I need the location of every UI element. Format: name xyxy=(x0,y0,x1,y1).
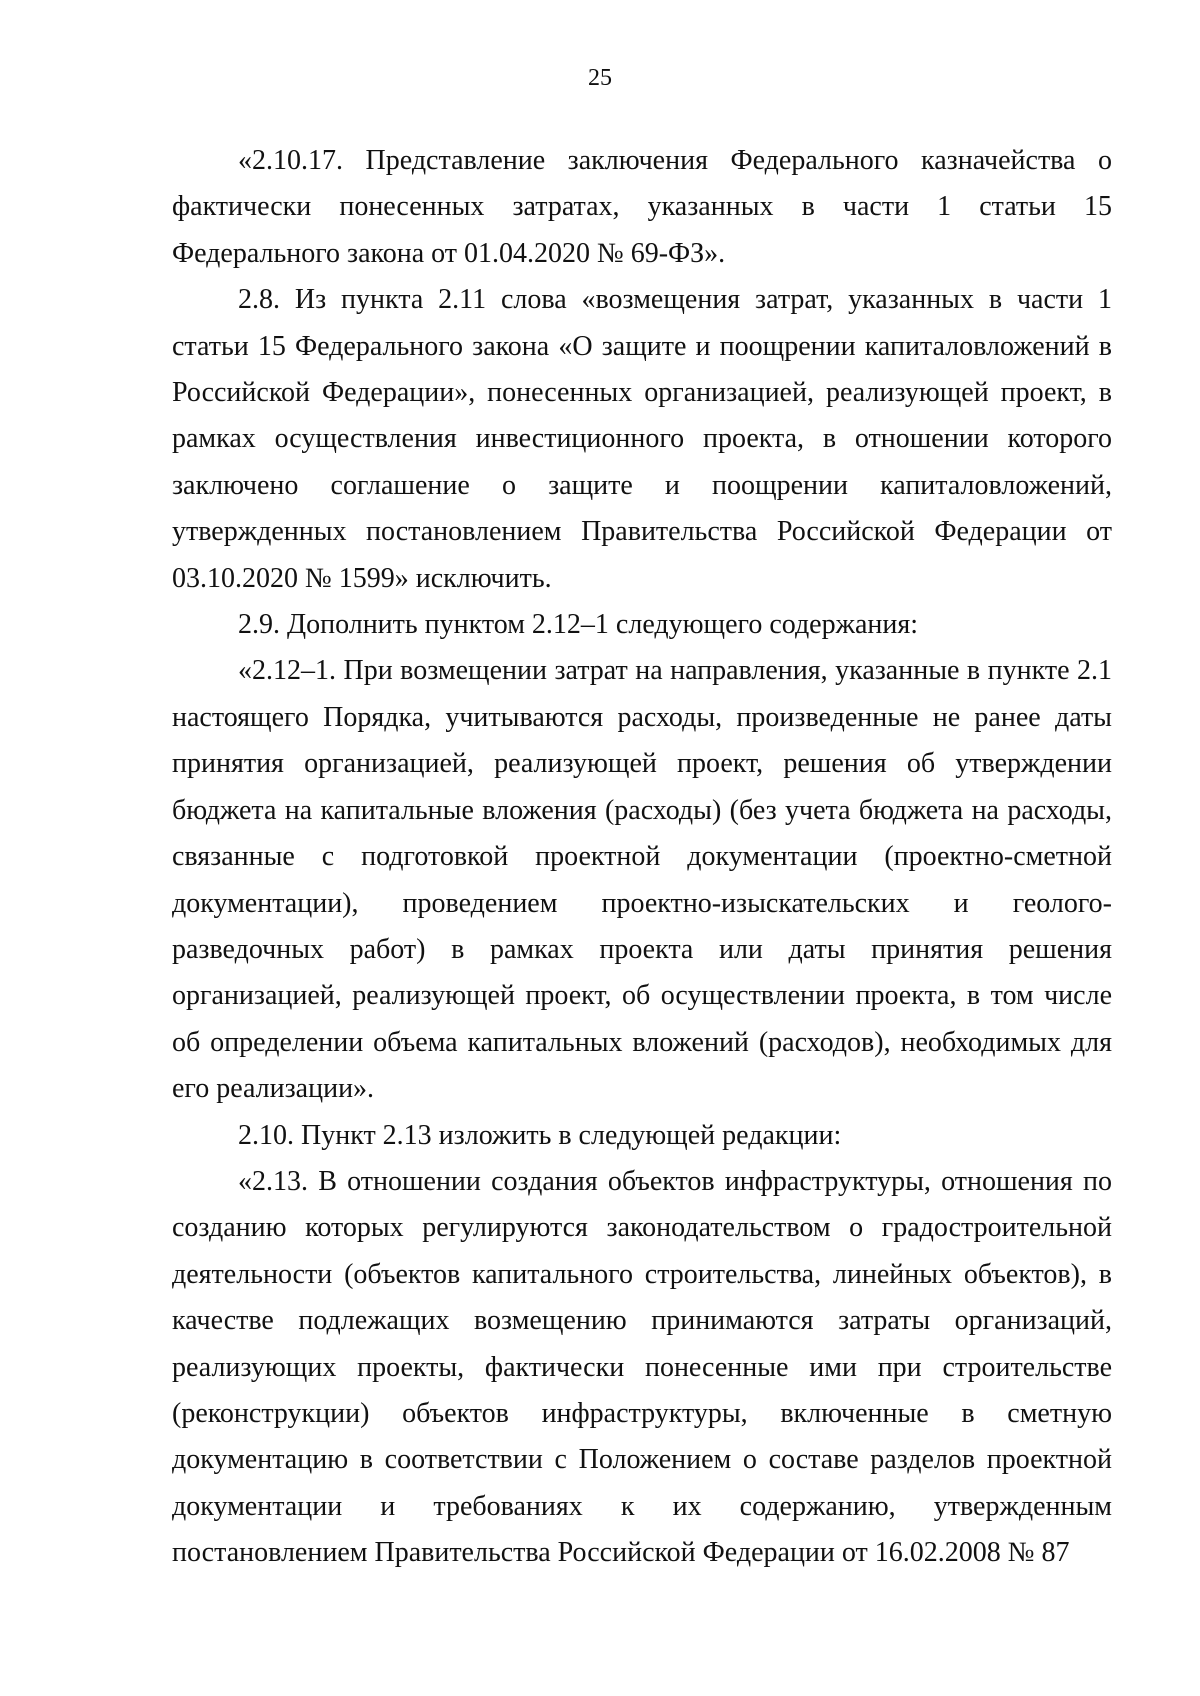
paragraph-2-8: 2.8. Из пункта 2.11 слова «возмещения затрат, указанных в части 1 статьи 15 Федерального закона «О защите и поощрении капиталовложений в Российской Федерации», понесенных организацией, реализующей проект, в рамках осуществления инвестиционного проекта, в отношении которого заключено соглашение о защите и поощрении капиталовложений, утвержденных постановлением Правительства Российской Федерации от 03.10.2020 № 1599» исключить. xyxy=(172,284,1112,594)
paragraph-2-12-1: «2.12–1. При возмещении затрат на направления, указанные в пункте 2.1 настоящего Порядка, учитываются расходы, произведенные не ранее даты принятия организацией, реализующей проект, решения об утверждении бюджета на капитальные вложения (расходы) (без учета бюджета на расходы, связанные с подготовкой проектной документации (проектно-сметной документации), проведением проектно-изыскательских и геолого-разведочных работ) в рамках проекта или даты принятия решения организацией, реализующей проект, об осуществлении проекта, в том числе об определении объема капитальных вложений (расходов), необходимых для его реализации». xyxy=(172,655,1112,1105)
paragraph-2-9: 2.9. Дополнить пунктом 2.12–1 следующего содержания: xyxy=(238,609,919,641)
paragraph-2-10-17: «2.10.17. Представление заключения Федерального казначейства о фактически понесенных затратах, указанных в части 1 статьи 15 Федерального закона от 01.04.2020 № 69-ФЗ». xyxy=(172,145,1112,269)
document-body xyxy=(172,138,1112,1577)
paragraph-2-10: 2.10. Пункт 2.13 изложить в следующей редакции: xyxy=(238,1119,842,1151)
page-number: 25 xyxy=(588,65,612,91)
paragraph-2-13: «2.13. В отношении создания объектов инфраструктуры, отношения по созданию которых регулируются законодательством о градостроительной деятельности (объектов капитального строительства, линейных объектов), в качестве подлежащих возмещению принимаются затраты организаций, реализующих проекты, фактически понесенные ими при строительстве (реконструкции) объектов инфраструктуры, включенные в сметную документацию в соответствии с Положением о составе разделов проектной документации и требованиях к их содержанию, утвержденным постановлением Правительства Российской Федерации от 16.02.2008 № 87 xyxy=(172,1165,1112,1569)
